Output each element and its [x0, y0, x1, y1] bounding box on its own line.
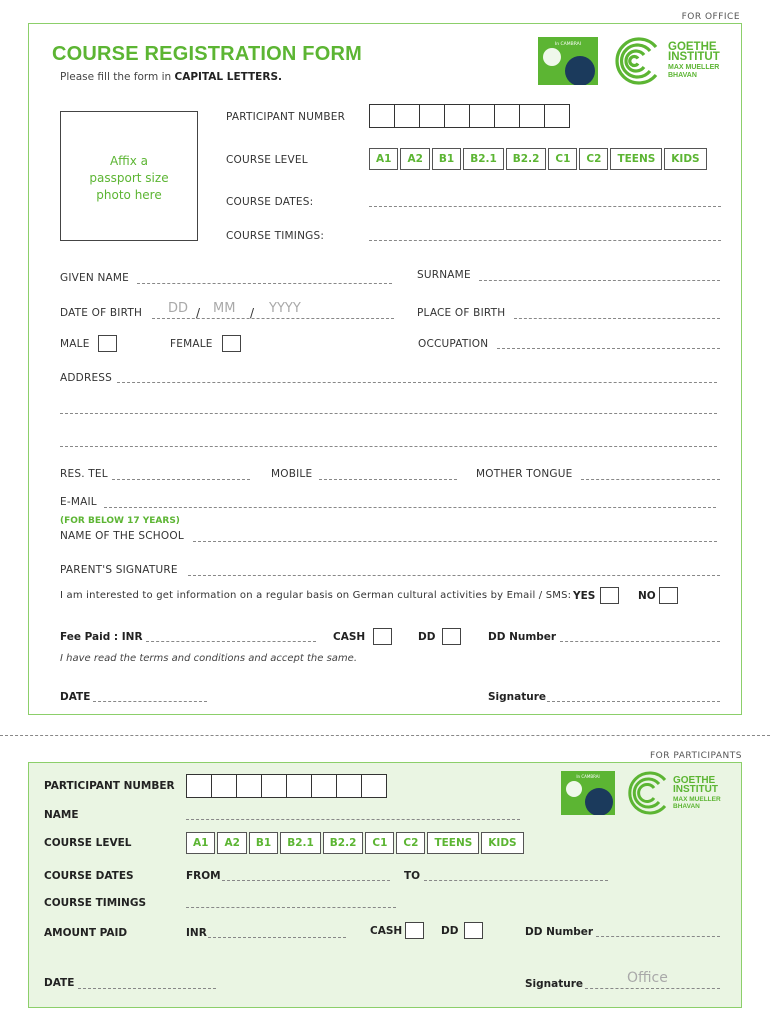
occupation-line[interactable]	[497, 348, 720, 349]
pc-participant-number-boxes[interactable]	[186, 774, 386, 798]
for-participants-label: FOR PARTICIPANTS	[649, 751, 742, 761]
fee-paid-line[interactable]	[146, 641, 316, 642]
pc-cash-checkbox[interactable]	[405, 922, 424, 939]
goethe-logo	[538, 37, 720, 85]
date-label: DATE	[60, 691, 91, 703]
course-dates-line[interactable]	[369, 206, 721, 207]
dob-yyyy-hint: YYYY	[269, 301, 301, 316]
mobile-label: MOBILE	[271, 468, 313, 480]
no-checkbox[interactable]	[659, 587, 678, 604]
mother-tongue-label: MOTHER TONGUE	[476, 468, 573, 480]
course-level-options	[369, 148, 709, 170]
cut-line	[0, 735, 770, 736]
terms-note: I have read the terms and conditions and accept the same.	[60, 653, 357, 664]
pc-participant-number-label: PARTICIPANT NUMBER	[44, 780, 175, 792]
no-label: NO	[638, 590, 656, 602]
pc-inr-label: INR	[186, 927, 207, 939]
badge-icon	[538, 37, 598, 85]
pc-name-line[interactable]	[186, 819, 520, 820]
course-level-option[interactable]: B2.2	[506, 148, 547, 170]
surname-label: SURNAME	[417, 269, 471, 281]
badge-icon-small	[561, 771, 615, 815]
dd-number-label: DD Number	[488, 631, 557, 643]
pc-dd-label: DD	[441, 925, 459, 937]
school-name-label: NAME OF THE SCHOOL	[60, 530, 184, 542]
pc-dd-number-label: DD Number	[525, 926, 594, 938]
dd-checkbox[interactable]	[442, 628, 461, 645]
pc-signature-hint: Office	[627, 970, 668, 986]
course-level-option[interactable]: B1	[249, 832, 278, 854]
female-label: FEMALE	[170, 338, 213, 350]
logo-line-bhavan-small: BHAVAN	[673, 803, 700, 810]
pc-amount-paid-label: AMOUNT PAID	[44, 927, 128, 939]
pc-course-timings-line[interactable]	[186, 907, 396, 908]
res-tel-label: RES. TEL	[60, 468, 108, 480]
pc-from-label: FROM	[186, 870, 221, 882]
logo-line-goethe-small: GOETHE	[673, 775, 716, 786]
pc-signature-line[interactable]	[585, 988, 720, 989]
for-office-label: FOR OFFICE	[681, 12, 740, 22]
pc-course-timings-label: COURSE TIMINGS	[44, 897, 147, 909]
parent-signature-label: PARENT'S SIGNATURE	[60, 564, 178, 576]
address-line-2[interactable]	[60, 413, 717, 414]
form-title: COURSE REGISTRATION FORM	[52, 43, 362, 65]
pc-course-level-options	[186, 832, 526, 854]
logo-line-institut: INSTITUT	[668, 51, 720, 63]
pc-signature-label: Signature	[525, 978, 584, 990]
surname-line[interactable]	[479, 280, 720, 281]
pc-course-level-label: COURSE LEVEL	[44, 837, 132, 849]
mother-tongue-line[interactable]	[581, 479, 720, 480]
pc-to-line[interactable]	[424, 880, 608, 881]
place-of-birth-line[interactable]	[514, 318, 720, 319]
course-level-option[interactable]: B1	[432, 148, 461, 170]
female-checkbox[interactable]	[222, 335, 241, 352]
signature-line[interactable]	[547, 701, 720, 702]
dob-separator-1: /	[196, 306, 201, 320]
course-level-option[interactable]: B2.2	[323, 832, 364, 854]
mobile-line[interactable]	[319, 479, 457, 480]
fee-paid-label: Fee Paid : INR	[60, 631, 143, 643]
course-level-option[interactable]: TEENS	[610, 148, 662, 170]
svg-text:In CAMBRAI: In CAMBRAI	[554, 42, 582, 47]
course-level-option[interactable]: KIDS	[481, 832, 523, 854]
course-level-option[interactable]: C1	[365, 832, 394, 854]
logo-line-institut-small: INSTITUT	[673, 784, 718, 795]
signature-label: Signature	[488, 691, 547, 703]
date-of-birth-line[interactable]	[152, 318, 394, 319]
course-level-option[interactable]: A2	[217, 832, 246, 854]
place-of-birth-label: PLACE OF BIRTH	[417, 307, 506, 319]
course-level-option[interactable]: C2	[396, 832, 425, 854]
dob-dd-hint: DD	[168, 301, 189, 316]
pc-dd-number-line[interactable]	[596, 936, 720, 937]
email-label: E-MAIL	[60, 496, 97, 508]
course-level-option[interactable]: B2.1	[463, 148, 504, 170]
cash-label: CASH	[333, 631, 366, 643]
dob-separator-2: /	[250, 306, 255, 320]
parent-signature-line[interactable]	[188, 575, 720, 576]
male-checkbox[interactable]	[98, 335, 117, 352]
date-of-birth-label: DATE OF BIRTH	[60, 307, 143, 319]
pc-to-label: TO	[404, 870, 421, 882]
address-line-1[interactable]	[117, 382, 717, 383]
dob-mm-hint: MM	[213, 301, 236, 316]
logo-line-bhavan: BHAVAN	[668, 72, 697, 79]
yes-label: YES	[573, 590, 596, 602]
given-name-line[interactable]	[137, 283, 392, 284]
course-timings-label: COURSE TIMINGS:	[226, 230, 325, 242]
pc-date-label: DATE	[44, 977, 75, 989]
male-label: MALE	[60, 338, 90, 350]
pc-dd-checkbox[interactable]	[464, 922, 483, 939]
participant-number-label: PARTICIPANT NUMBER	[226, 111, 346, 123]
goethe-swirl-icon-small	[623, 771, 671, 815]
below-17-note: (FOR BELOW 17 YEARS)	[60, 516, 180, 526]
course-level-option[interactable]: C2	[579, 148, 608, 170]
pc-inr-line[interactable]	[208, 937, 346, 938]
pc-date-line[interactable]	[78, 988, 216, 989]
given-name-label: GIVEN NAME	[60, 272, 129, 284]
address-label: ADDRESS	[60, 372, 113, 384]
occupation-label: OCCUPATION	[418, 338, 489, 350]
course-level-option[interactable]: KIDS	[664, 148, 706, 170]
pc-from-line[interactable]	[222, 880, 390, 881]
course-level-label: COURSE LEVEL	[226, 154, 308, 166]
logo-line-max-mueller: MAX MUELLER	[668, 64, 720, 71]
date-line[interactable]	[93, 701, 207, 702]
course-dates-label: COURSE DATES:	[226, 196, 314, 208]
yes-checkbox[interactable]	[600, 587, 619, 604]
logo-line-goethe: GOETHE	[668, 41, 717, 53]
school-name-line[interactable]	[193, 541, 717, 542]
course-level-option[interactable]: A1	[186, 832, 215, 854]
course-level-option[interactable]: A1	[369, 148, 398, 170]
svg-text:In CAMBRAI: In CAMBRAI	[576, 774, 600, 779]
participant-number-boxes[interactable]	[369, 104, 569, 128]
course-timings-line[interactable]	[369, 240, 721, 241]
goethe-swirl-icon	[608, 37, 664, 85]
logo-line-max-mueller-small: MAX MUELLER	[673, 796, 721, 803]
goethe-logo-small	[561, 771, 721, 815]
photo-instructions: Affix a passport size photo here	[89, 154, 169, 202]
interest-question: I am interested to get information on a regular basis on German cultural activities by Email / SMS:	[60, 590, 572, 601]
dd-label: DD	[418, 631, 436, 643]
cash-checkbox[interactable]	[373, 628, 392, 645]
course-level-option[interactable]: TEENS	[427, 832, 479, 854]
course-level-option[interactable]: B2.1	[280, 832, 321, 854]
pc-name-label: NAME	[44, 809, 79, 821]
course-level-option[interactable]: C1	[548, 148, 577, 170]
address-line-3[interactable]	[60, 446, 717, 447]
course-level-option[interactable]: A2	[400, 148, 429, 170]
pc-cash-label: CASH	[370, 925, 403, 937]
form-subtitle: Please fill the form in CAPITAL LETTERS.	[60, 71, 282, 83]
dd-number-line[interactable]	[560, 641, 720, 642]
email-line[interactable]	[104, 507, 716, 508]
res-tel-line[interactable]	[112, 479, 250, 480]
pc-course-dates-label: COURSE DATES	[44, 870, 134, 882]
